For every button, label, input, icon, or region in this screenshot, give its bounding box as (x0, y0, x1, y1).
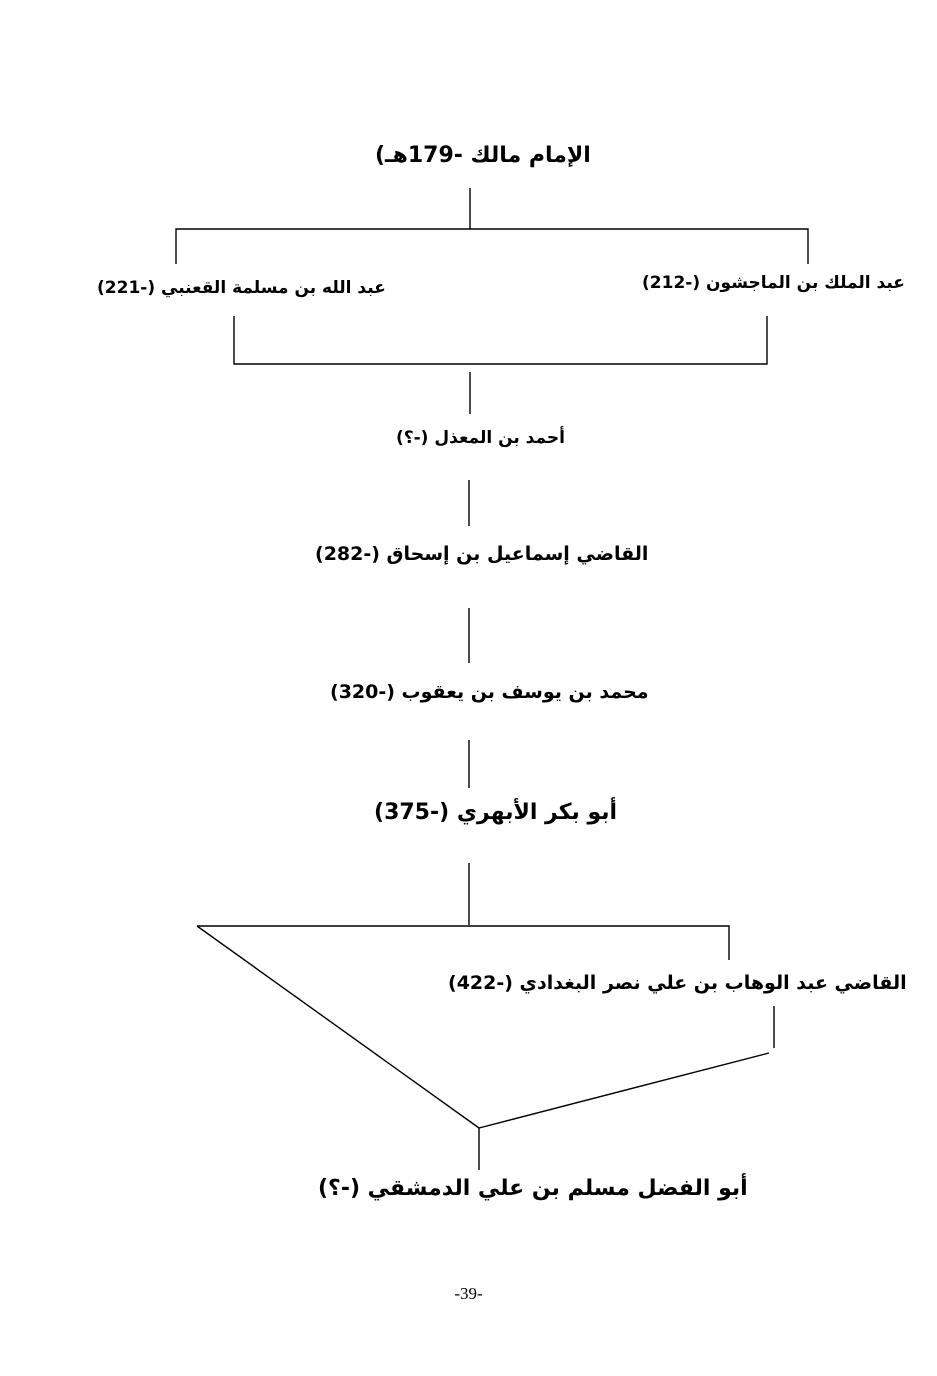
connector-diagonal-right (479, 1053, 769, 1128)
node-abdullah-qanabi: عبد الله بن مسلمة القعنبي (-221) (97, 278, 386, 298)
connector-merge-bracket (234, 316, 767, 364)
connector-diagonal-left (197, 926, 479, 1128)
node-muhammad-yusuf: محمد بن يوسف بن يعقوب (-320) (330, 681, 649, 703)
node-abdulwahhab-baghdadi: القاضي عبد الوهاب بن علي نصر البغدادي (-422) (448, 972, 907, 994)
node-ahmad-muadhal: أحمد بن المعذل (-؟) (396, 428, 565, 448)
connector-root-bracket (176, 229, 808, 264)
connector-split-bracket (197, 926, 729, 960)
node-abu-alfadl-dimashqi: أبو الفضل مسلم بن علي الدمشقي (-؟) (318, 1176, 748, 1201)
node-abu-bakr-abhari: أبو بكر الأبهري (-375) (374, 800, 618, 825)
node-ismail-ishaq: القاضي إسماعيل بن إسحاق (-282) (315, 543, 649, 565)
node-imam-malik: الإمام مالك -179هـ) (375, 143, 591, 168)
node-abdulmalik-majishun: عبد الملك بن الماجشون (-212) (642, 273, 905, 293)
page-number: -39- (454, 1284, 483, 1303)
